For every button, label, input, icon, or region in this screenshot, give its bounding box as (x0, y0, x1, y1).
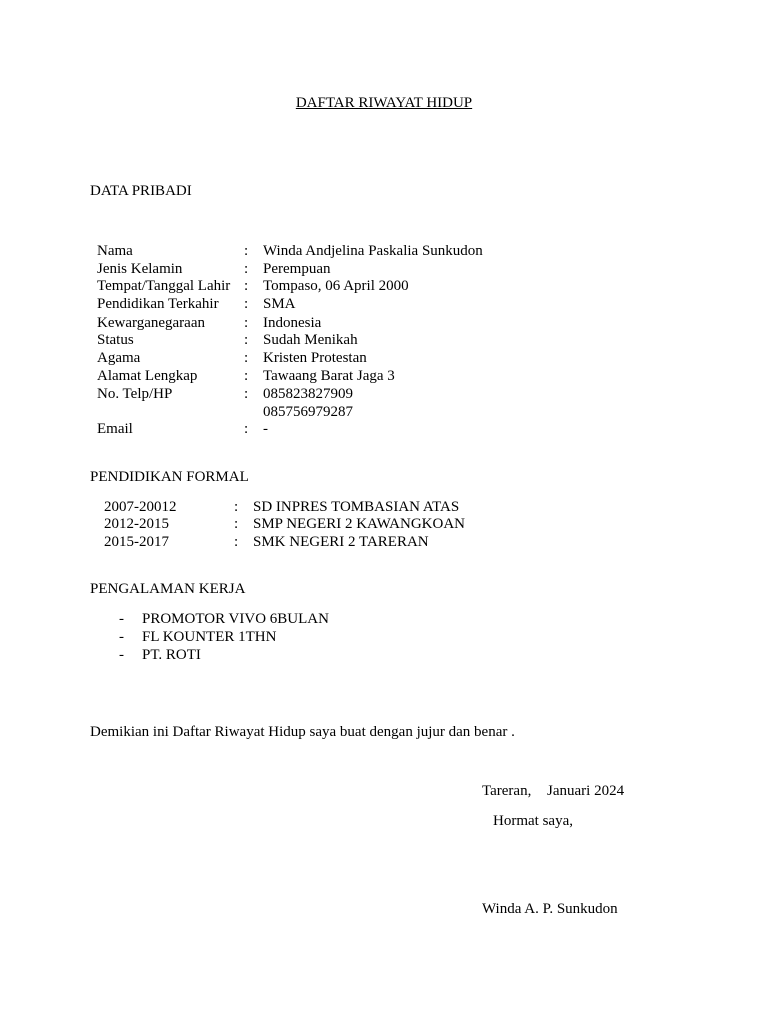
experience-item: PT. ROTI (142, 647, 201, 663)
personal-value-phone-2: 085756979287 (263, 404, 353, 420)
personal-label-address: Alamat Lengkap (97, 368, 198, 384)
personal-value-email: - (263, 421, 268, 437)
experience-heading: PENGALAMAN KERJA (90, 581, 246, 597)
list-bullet-dash: - (119, 611, 124, 627)
colon: : (234, 516, 239, 532)
personal-data-heading: DATA PRIBADI (90, 183, 192, 199)
colon: : (244, 296, 249, 312)
personal-label-email: Email (97, 421, 133, 437)
colon: : (244, 350, 249, 366)
signature-name: Winda A. P. Sunkudon (482, 901, 618, 917)
personal-value-phone: 085823827909 (263, 386, 353, 402)
signature-place: Tareran, (482, 783, 532, 799)
list-bullet-dash: - (119, 647, 124, 663)
personal-label-gender: Jenis Kelamin (97, 261, 183, 277)
colon: : (244, 243, 249, 259)
document-title: DAFTAR RIWAYAT HIDUP (295, 95, 473, 111)
personal-label-education: Pendidikan Terkahir (97, 296, 219, 312)
colon: : (244, 368, 249, 384)
education-heading: PENDIDIKAN FORMAL (90, 469, 249, 485)
education-school: SD INPRES TOMBASIAN ATAS (253, 499, 460, 515)
personal-value-address: Tawaang Barat Jaga 3 (263, 368, 395, 384)
colon: : (234, 534, 239, 550)
personal-value-citizenship: Indonesia (263, 315, 322, 331)
personal-label-citizenship: Kewarganegaraan (97, 315, 205, 331)
personal-label-birth: Tempat/Tanggal Lahir (97, 278, 231, 294)
education-school: SMP NEGERI 2 KAWANGKOAN (253, 516, 465, 532)
personal-label-status: Status (97, 332, 134, 348)
education-years: 2012-2015 (104, 516, 169, 532)
experience-item: FL KOUNTER 1THN (142, 629, 277, 645)
personal-value-gender: Perempuan (263, 261, 331, 277)
education-years: 2007-20012 (104, 499, 177, 515)
closing-statement: Demikian ini Daftar Riwayat Hidup saya buat dengan jujur dan benar . (90, 724, 515, 740)
colon: : (244, 332, 249, 348)
personal-label-phone: No. Telp/HP (97, 386, 173, 402)
education-years: 2015-2017 (104, 534, 169, 550)
education-school: SMK NEGERI 2 TARERAN (253, 534, 429, 550)
experience-item: PROMOTOR VIVO 6BULAN (142, 611, 329, 627)
colon: : (244, 386, 249, 402)
colon: : (244, 261, 249, 277)
colon: : (244, 421, 249, 437)
personal-value-birth: Tompaso, 06 April 2000 (263, 278, 409, 294)
personal-value-education: SMA (263, 296, 296, 312)
colon: : (244, 278, 249, 294)
list-bullet-dash: - (119, 629, 124, 645)
personal-label-religion: Agama (97, 350, 141, 366)
signature-date: Januari 2024 (547, 783, 625, 799)
personal-value-name: Winda Andjelina Paskalia Sunkudon (263, 243, 483, 259)
personal-value-status: Sudah Menikah (263, 332, 358, 348)
personal-value-religion: Kristen Protestan (263, 350, 367, 366)
colon: : (244, 315, 249, 331)
signature-regards: Hormat saya, (493, 813, 573, 829)
colon: : (234, 499, 239, 515)
personal-label-name: Nama (97, 243, 133, 259)
